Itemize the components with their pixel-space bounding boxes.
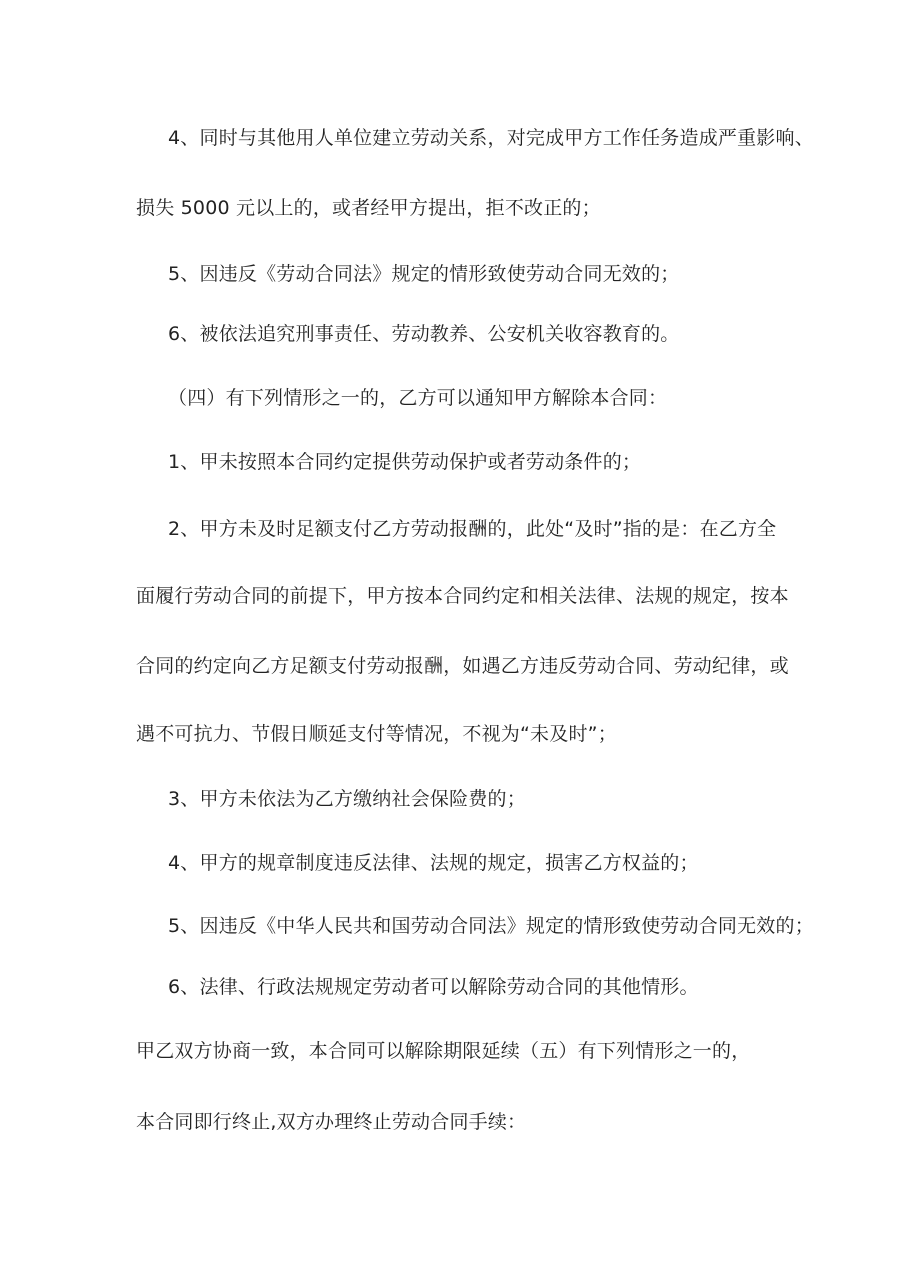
clause-4-line-2: 损失 5000 元以上的，或者经甲方提出，拒不改正的； xyxy=(136,197,601,219)
clause-6-line: 6、被依法追究刑事责任、劳动教养、公安机关收容教育的。 xyxy=(168,323,680,345)
clause-4-line-1: 4、同时与其他用人单位建立劳动关系，对完成甲方工作任务造成严重影响、 xyxy=(168,127,814,149)
section-four-item-2-line-3: 合同的约定向乙方足额支付劳动报酬，如遇乙方违反劳动合同、劳动纪律，或 xyxy=(136,655,789,677)
section-four-item-2-line-2: 面履行劳动合同的前提下，甲方按本合同约定和相关法律、法规的规定，按本 xyxy=(136,585,789,607)
section-four-heading: （四）有下列情形之一的，乙方可以通知甲方解除本合同： xyxy=(168,387,668,409)
clause-5-line: 5、因违反《劳动合同法》规定的情形致使劳动合同无效的； xyxy=(168,263,680,285)
section-four-item-5: 5、因违反《中华人民共和国劳动合同法》规定的情形致使劳动合同无效的； xyxy=(168,915,814,937)
section-four-item-6: 6、法律、行政法规规定劳动者可以解除劳动合同的其他情形。 xyxy=(168,976,699,998)
section-four-item-2-line-1: 2、甲方未及时足额支付乙方劳动报酬的，此处“及时”指的是：在乙方全 xyxy=(168,518,777,540)
section-four-item-1: 1、甲未按照本合同约定提供劳动保护或者劳动条件的； xyxy=(168,451,642,473)
termination-paragraph-line-2: 本合同即行终止,双方办理终止劳动合同手续： xyxy=(136,1111,527,1133)
termination-paragraph-line-1: 甲乙双方协商一致，本合同可以解除期限延续（五）有下列情形之一的， xyxy=(136,1040,751,1062)
section-four-item-3: 3、甲方未依法为乙方缴纳社会保险费的； xyxy=(168,788,526,810)
section-four-item-4: 4、甲方的规章制度违反法律、法规的规定，损害乙方权益的； xyxy=(168,852,699,874)
section-four-item-2-line-4: 遇不可抗力、节假日顺延支付等情况，不视为“未及时”； xyxy=(136,723,617,745)
